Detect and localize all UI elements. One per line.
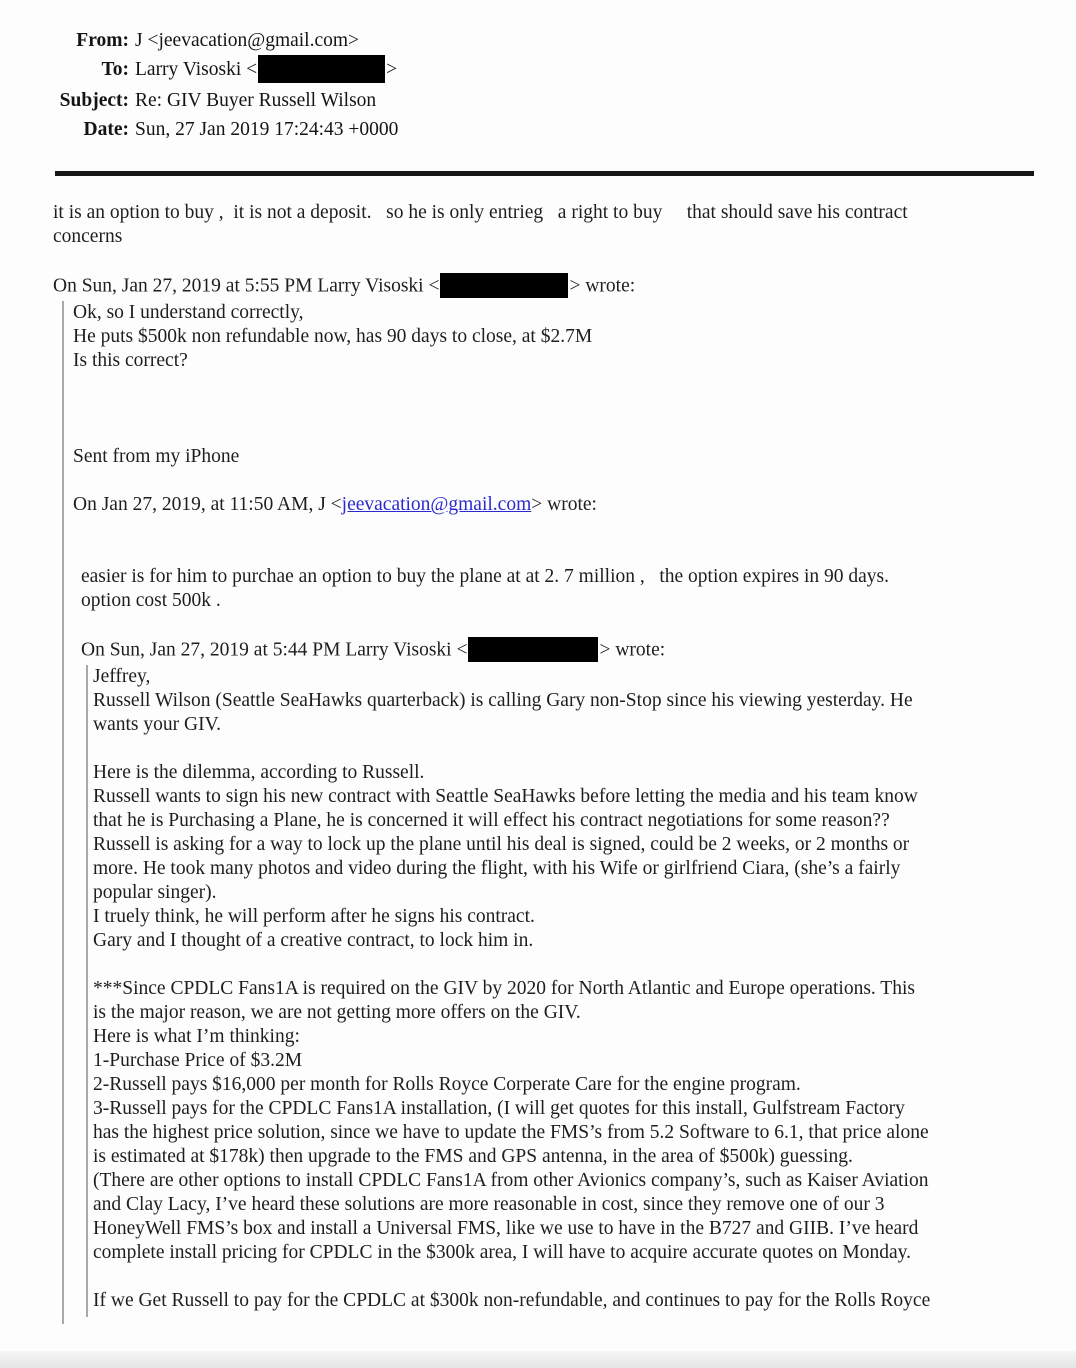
header-label-date: Date: — [83, 119, 129, 141]
text-segment: On Jan 27, 2019, at 11:50 AM, J < — [73, 494, 342, 516]
text-line — [93, 1169, 1076, 1193]
text-segment: HoneyWell FMS’s box and install a Universal FMS, like we use to have in the B727 and GIIB. I’ve heard — [93, 1218, 919, 1240]
redaction-box — [468, 637, 598, 662]
header-field-from — [59, 26, 1076, 55]
text-line — [93, 665, 1076, 689]
text-line — [73, 469, 1076, 493]
text-line — [93, 1145, 1076, 1169]
header-value-to — [135, 55, 397, 86]
text-segment: 3-Russell pays for the CPDLC Fans1A installation, (I will get quotes for this install, Gulfstream Factory — [93, 1098, 905, 1120]
text-line — [93, 689, 1076, 713]
text-line — [93, 857, 1076, 881]
text-segment: Here is what I’m thinking: — [93, 1026, 300, 1048]
text-line — [93, 1001, 1076, 1025]
header-value-date — [135, 115, 398, 144]
header-field-to — [59, 55, 1076, 86]
text-line — [93, 833, 1076, 857]
text-segment: ***Since CPDLC Fans1A is required on the GIV by 2020 for North Atlantic and Europe operations. This — [93, 978, 915, 1000]
text-segment: > wrote: — [531, 494, 597, 516]
text-line — [73, 349, 1076, 373]
text-line — [93, 929, 1076, 953]
text-line — [93, 1265, 1076, 1289]
text-segment: option cost 500k . — [81, 590, 221, 612]
text-segment: and Clay Lacy, I’ve heard these solutions are more reasonable in cost, since they remove one of our 3 — [93, 1194, 885, 1216]
text-segment: Russell wants to sign his new contract with Seattle SeaHawks before letting the media and his team know — [93, 786, 918, 808]
email-body — [53, 176, 1076, 1324]
text-segment: that he is Purchasing a Plane, he is concerned it will effect his contract negotiations for some reason?? — [93, 810, 890, 832]
text-line — [81, 565, 1076, 589]
text-segment: Russell Wilson (Seattle SeaHawks quarterback) is calling Gary non-Stop since his viewing yesterday. He — [93, 690, 913, 712]
text-segment: Sent from my iPhone — [73, 446, 240, 468]
redaction-box — [440, 273, 568, 298]
text-line — [53, 201, 1076, 225]
text-segment: On Sun, Jan 27, 2019 at 5:44 PM Larry Visoski < — [81, 639, 468, 661]
text-segment: Jeffrey, — [93, 666, 151, 688]
text-line — [93, 1241, 1076, 1265]
text-line — [93, 1025, 1076, 1049]
text-segment: it is an option to buy , it is not a deposit. so he is only entrieg a right to buy that should save his contract — [53, 202, 908, 224]
quote-level-3 — [86, 665, 1076, 1317]
text-segment: wants your GIV. — [93, 714, 222, 736]
text-segment: Sun, 27 Jan 2019 17:24:43 +0000 — [135, 119, 399, 141]
text-line — [73, 541, 1076, 565]
text-line — [81, 589, 1076, 613]
text-line — [93, 977, 1076, 1001]
text-segment: > — [386, 59, 398, 80]
text-line — [73, 373, 1076, 397]
text-segment: Is this correct? — [73, 350, 188, 372]
text-line — [93, 1193, 1076, 1217]
header-label-from: From: — [76, 30, 129, 51]
text-segment: 2-Russell pays $16,000 per month for Rolls Royce Corperate Care for the engine program. — [93, 1074, 801, 1096]
text-line — [81, 637, 1076, 665]
text-segment: 1-Purchase Price of $3.2M — [93, 1050, 303, 1072]
text-line — [93, 953, 1076, 977]
text-line — [53, 225, 1076, 249]
text-segment: complete install pricing for CPDLC in the $300k area, I will have to acquire accurate quotes on Monday. — [93, 1242, 912, 1264]
text-line — [53, 273, 1076, 301]
header-label-subject: Subject: — [59, 90, 129, 112]
text-line — [93, 881, 1076, 905]
text-segment: is estimated at $178k) then upgrade to the FMS and GPS antenna, in the area of $500k) guessing. — [93, 1146, 853, 1168]
text-line — [93, 1049, 1076, 1073]
text-segment: Re: GIV Buyer Russell Wilson — [135, 90, 377, 112]
text-segment: On Sun, Jan 27, 2019 at 5:55 PM Larry Visoski < — [53, 275, 440, 297]
text-segment: Gary and I thought of a creative contract, to lock him in. — [93, 930, 534, 952]
text-line — [73, 325, 1076, 349]
text-segment: Here is the dilemma, according to Russell. — [93, 762, 425, 784]
text-line — [93, 785, 1076, 809]
text-line — [93, 737, 1076, 761]
text-line — [73, 421, 1076, 445]
text-line — [73, 493, 1076, 517]
text-segment: concerns — [53, 226, 123, 248]
text-segment: J <jeevacation@gmail.com> — [135, 30, 360, 51]
header-value-from — [135, 26, 359, 55]
text-segment: > wrote: — [599, 639, 666, 661]
text-segment: Larry Visoski < — [135, 59, 258, 80]
quote-level-1 — [62, 301, 1076, 1324]
text-line — [73, 397, 1076, 421]
text-line — [93, 809, 1076, 833]
header-value-subject — [135, 86, 376, 115]
text-line — [93, 905, 1076, 929]
text-line — [93, 713, 1076, 737]
redaction-box — [258, 55, 385, 83]
email-document-page — [0, 26, 1076, 1368]
text-segment: (There are other options to install CPDLC Fans1A from other Avionics company’s, such as Kaiser Aviation — [93, 1170, 929, 1192]
text-segment: easier is for him to purchae an option to buy the plane at at 2. 7 million , the option expires in 90 days. — [81, 566, 889, 588]
text-line — [53, 249, 1076, 273]
text-segment: > wrote: — [569, 275, 636, 297]
text-segment: He puts $500k non refundable now, has 90 days to close, at $2.7M — [73, 326, 593, 348]
text-line — [93, 761, 1076, 785]
page-bottom-edge — [0, 1351, 1076, 1368]
email-link[interactable]: jeevacation@gmail.com — [341, 494, 532, 516]
text-line — [93, 1073, 1076, 1097]
text-line — [93, 1289, 1076, 1313]
header-field-subject — [59, 86, 1076, 115]
text-segment: Russell is asking for a way to lock up the plane until his deal is signed, could be 2 weeks, or 2 months or — [93, 834, 910, 856]
email-header — [59, 26, 1076, 144]
text-line — [81, 613, 1076, 637]
text-line — [93, 1121, 1076, 1145]
text-line — [73, 517, 1076, 541]
header-field-date — [59, 115, 1076, 144]
quote-level-2 — [73, 565, 1076, 1317]
text-segment: Ok, so I understand correctly, — [73, 302, 304, 324]
header-label-to: To: — [101, 59, 129, 80]
text-line — [93, 1217, 1076, 1241]
text-segment: is the major reason, we are not getting more offers on the GIV. — [93, 1002, 581, 1024]
text-segment: If we Get Russell to pay for the CPDLC at $300k non-refundable, and continues to pay for the Rolls Royce — [93, 1290, 931, 1312]
text-segment: more. He took many photos and video during the flight, with his Wife or girlfriend Ciara, (she’s a fairly — [93, 858, 901, 880]
text-line — [73, 445, 1076, 469]
text-segment: popular singer). — [93, 882, 217, 904]
text-segment: has the highest price solution, since we have to update the FMS’s from 5.2 Software to 6.1, that price alone — [93, 1122, 929, 1144]
text-segment: I truely think, he will perform after he signs his contract. — [93, 906, 535, 928]
text-line — [93, 1097, 1076, 1121]
text-line — [73, 301, 1076, 325]
